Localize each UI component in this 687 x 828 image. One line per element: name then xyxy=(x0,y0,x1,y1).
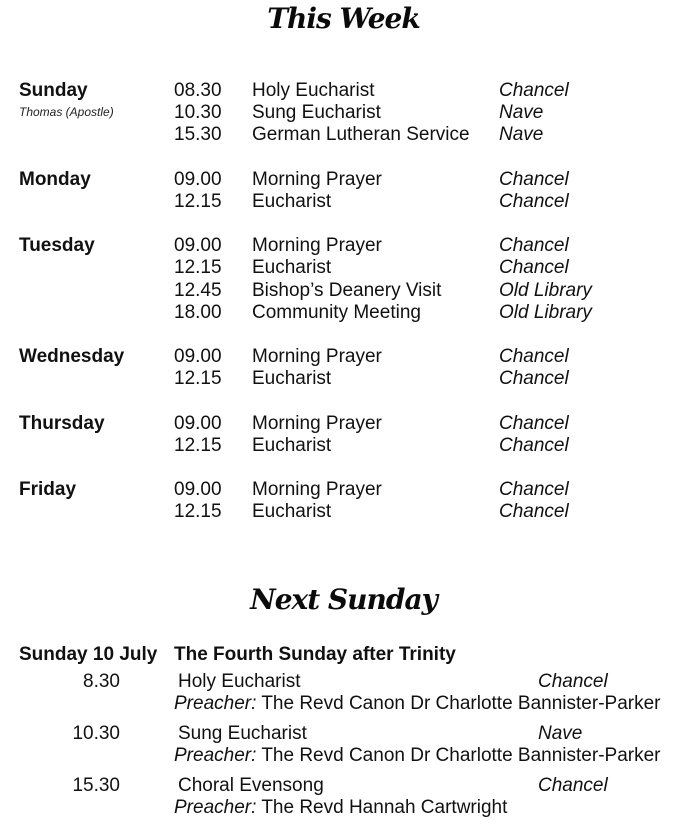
day-feast: Thomas (Apostle) xyxy=(19,105,114,119)
preacher-label: Preacher: xyxy=(174,693,257,714)
service-name: Morning Prayer xyxy=(252,235,382,256)
service-time: 10.30 xyxy=(72,723,120,744)
day-name: Sunday xyxy=(19,80,88,101)
preacher-label: Preacher: xyxy=(174,797,257,818)
service-name: Sung Eucharist xyxy=(252,102,381,123)
service-time: 09.00 xyxy=(174,413,222,434)
service-location: Chancel xyxy=(499,169,569,190)
day-name: Friday xyxy=(19,479,77,500)
service-name: German Lutheran Service xyxy=(252,124,470,145)
service-name: Eucharist xyxy=(252,257,332,278)
day-name: Monday xyxy=(19,169,91,190)
preacher-label: Preacher: xyxy=(174,745,257,766)
service-time: 8.30 xyxy=(83,671,120,692)
service-location: Old Library xyxy=(499,302,592,323)
service-name: Eucharist xyxy=(252,435,332,456)
service-time: 15.30 xyxy=(72,775,120,796)
service-location: Chancel xyxy=(499,191,569,212)
service-time: 12.15 xyxy=(174,368,222,389)
service-time: 09.00 xyxy=(174,346,222,367)
service-location: Chancel xyxy=(499,479,569,500)
preacher-name: The Revd Canon Dr Charlotte Bannister-Parker xyxy=(261,693,661,714)
service-location: Chancel xyxy=(499,435,569,456)
service-time: 15.30 xyxy=(174,124,222,145)
this-week-heading: This Week xyxy=(267,2,420,35)
service-row xyxy=(0,80,687,102)
service-name: Morning Prayer xyxy=(252,413,382,434)
day-name: Thursday xyxy=(19,413,105,434)
service-time: 12.15 xyxy=(174,501,222,522)
service-location: Nave xyxy=(538,723,583,744)
service-location: Chancel xyxy=(538,775,608,796)
service-name: Choral Evensong xyxy=(178,775,324,796)
service-time: 09.00 xyxy=(174,479,222,500)
service-name: Eucharist xyxy=(252,368,332,389)
service-location: Chancel xyxy=(499,257,569,278)
service-row xyxy=(0,302,687,324)
service-time: 18.00 xyxy=(174,302,222,323)
service-time: 12.45 xyxy=(174,280,222,301)
service-row xyxy=(0,235,687,257)
service-name: Holy Eucharist xyxy=(178,671,301,692)
service-location: Nave xyxy=(499,124,544,145)
service-name: Eucharist xyxy=(252,191,332,212)
service-name: Holy Eucharist xyxy=(252,80,375,101)
service-time: 12.15 xyxy=(174,435,222,456)
service-row xyxy=(0,435,687,457)
service-row xyxy=(0,479,687,501)
service-time: 10.30 xyxy=(174,102,222,123)
service-row xyxy=(0,368,687,390)
service-location: Chancel xyxy=(499,80,569,101)
next-sunday-date: Sunday 10 July xyxy=(19,644,158,665)
service-preacher xyxy=(174,745,661,767)
service-preacher xyxy=(174,693,661,715)
service-location: Chancel xyxy=(538,671,608,692)
service-time: 12.15 xyxy=(174,257,222,278)
service-preacher xyxy=(174,797,507,819)
service-row xyxy=(0,346,687,368)
preacher-name: The Revd Hannah Cartwright xyxy=(261,797,508,818)
service-name: Community Meeting xyxy=(252,302,421,323)
service-row xyxy=(0,191,687,213)
service-time: 09.00 xyxy=(174,235,222,256)
service-row xyxy=(0,501,687,523)
service-row xyxy=(0,280,687,302)
service-name: Bishop’s Deanery Visit xyxy=(252,280,442,301)
service-row xyxy=(0,169,687,191)
service-location: Chancel xyxy=(499,235,569,256)
service-name: Eucharist xyxy=(252,501,332,522)
service-location: Chancel xyxy=(499,368,569,389)
service-time: 08.30 xyxy=(174,80,222,101)
service-row xyxy=(0,257,687,279)
day-name: Wednesday xyxy=(19,346,125,367)
next-sunday-title: The Fourth Sunday after Trinity xyxy=(174,644,456,665)
service-location: Nave xyxy=(499,102,544,123)
service-row xyxy=(0,413,687,435)
service-location: Old Library xyxy=(499,280,592,301)
service-name: Morning Prayer xyxy=(252,169,382,190)
service-name: Morning Prayer xyxy=(252,346,382,367)
service-location: Chancel xyxy=(499,346,569,367)
service-location: Chancel xyxy=(499,501,569,522)
service-row xyxy=(0,102,687,124)
service-name: Morning Prayer xyxy=(252,479,382,500)
service-name: Sung Eucharist xyxy=(178,723,307,744)
preacher-name: The Revd Canon Dr Charlotte Bannister-Parker xyxy=(261,745,661,766)
service-row xyxy=(0,124,687,146)
next-sunday-heading: Next Sunday xyxy=(250,583,437,616)
service-location: Chancel xyxy=(499,413,569,434)
day-name: Tuesday xyxy=(19,235,95,256)
service-time: 09.00 xyxy=(174,169,222,190)
service-time: 12.15 xyxy=(174,191,222,212)
